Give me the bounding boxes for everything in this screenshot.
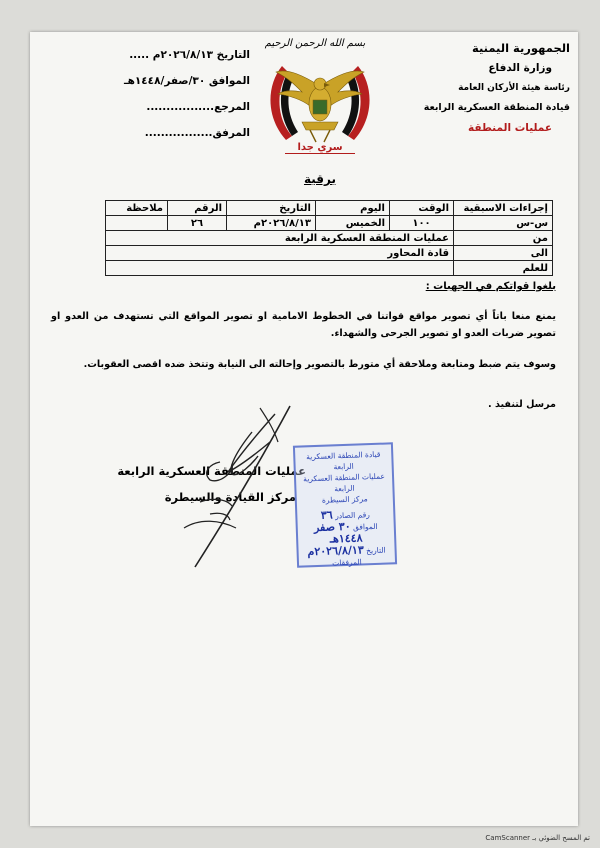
- stamp-date-value: ٢٠٢٦/٨/١٣م: [307, 543, 364, 559]
- body-paragraph-2: وسوف يتم ضبط ومتابعة وملاحقة أي متورط بالتصوير وإحالته الى النيابة وتتخذ ضده اقصى العقوبات.: [83, 359, 556, 370]
- header-number: الرقم: [168, 201, 227, 216]
- info-value: [106, 261, 454, 276]
- form-from-row: [106, 231, 553, 246]
- stamp-date-label: التاريخ: [366, 545, 386, 556]
- stamp-line-1: قيادة المنطقة العسكرية الرابعة: [306, 449, 381, 472]
- scanner-footer: تم المسح الضوئي بـ CamScanner: [485, 834, 590, 842]
- signature-line-2: مركز القيادة والسيطرة: [164, 490, 296, 504]
- handwritten-signature: [140, 402, 310, 572]
- document-title: برقية: [303, 172, 336, 186]
- value-note: [106, 216, 168, 231]
- classification-label: سري جدا: [285, 142, 355, 154]
- command-name: قيادة المنطقة العسكرية الرابعة: [423, 102, 570, 113]
- telegram-form-table: [105, 200, 553, 276]
- letterhead-left: [80, 42, 250, 146]
- closing-line: مرسل لتنفيذ .: [487, 399, 556, 410]
- value-day: الخميس: [316, 216, 390, 231]
- eagle-emblem-icon: [258, 56, 382, 148]
- staff-name: رئاسة هيئة الأركان العامة: [458, 83, 570, 93]
- value-priority: س-س: [454, 216, 553, 231]
- date-line: التاريخ ٢٠٢٦/٨/١٣م .....: [129, 49, 250, 61]
- to-label: الى: [454, 246, 553, 261]
- signature-line-1: عمليات المنطقة العسكرية الرابعة: [117, 464, 306, 478]
- stamp-line-2: عمليات المنطقة العسكرية الرابعة: [303, 471, 386, 494]
- header-date: التاريخ: [227, 201, 316, 216]
- value-date: ٢٠٢٦/٨/١٣م: [227, 216, 316, 231]
- value-time: ١٠٠: [390, 216, 454, 231]
- stamp-line-3: مركز السيطرة: [321, 494, 368, 505]
- header-time: الوقت: [390, 201, 454, 216]
- header-note: ملاحظة: [106, 201, 168, 216]
- stamp-attach-label: المرفقات: [332, 557, 362, 568]
- letterhead-right: [424, 38, 570, 138]
- stamp-hijri-label: الموافق: [352, 521, 378, 532]
- document-page: [30, 32, 578, 826]
- form-header-row: [106, 201, 553, 216]
- reference-line: المرجع.................: [146, 101, 250, 113]
- header-priority: إجراءات الاسبقية: [454, 201, 553, 216]
- stamp-number-label: رقم الصادر: [334, 510, 370, 521]
- form-info-row: [106, 261, 553, 276]
- ministry-name: وزارة الدفاع: [488, 62, 552, 74]
- value-number: ٢٦: [168, 216, 227, 231]
- basmala: بسم الله الرحمن الرحيم: [264, 38, 366, 49]
- to-value: قادة المحاور: [106, 246, 454, 261]
- attachment-line: المرفق.................: [144, 127, 250, 139]
- header-day: اليوم: [316, 201, 390, 216]
- body-paragraph-1: يمنع منعا باتاً أي تصوير مواقع قواتنا في الخطوط الامامية او تصوير المواقع التي تستهدف من العدو او تصوير ضربات العدو او تصوير الجرحى والشهداء.: [51, 311, 556, 339]
- country-name: الجمهورية اليمنية: [471, 41, 570, 55]
- from-label: من: [454, 231, 553, 246]
- department-name: عمليات المنطقة: [468, 122, 552, 134]
- form-to-row: [106, 246, 553, 261]
- salutation: بلغوا قواتكم في الجهبات :: [425, 281, 556, 292]
- stamp-hijri-value: ٣٠ صفر ١٤٤٨هـ: [313, 519, 363, 546]
- info-label: للعلم: [454, 261, 553, 276]
- official-stamp: [293, 442, 397, 567]
- from-value: عمليات المنطقة العسكرية الرابعة: [106, 231, 454, 246]
- hijri-date-line: الموافق ٣٠/صفر/١٤٤٨هـ: [123, 75, 250, 87]
- stamp-number-value: ٣٦: [320, 508, 333, 522]
- form-values-row: [106, 216, 553, 231]
